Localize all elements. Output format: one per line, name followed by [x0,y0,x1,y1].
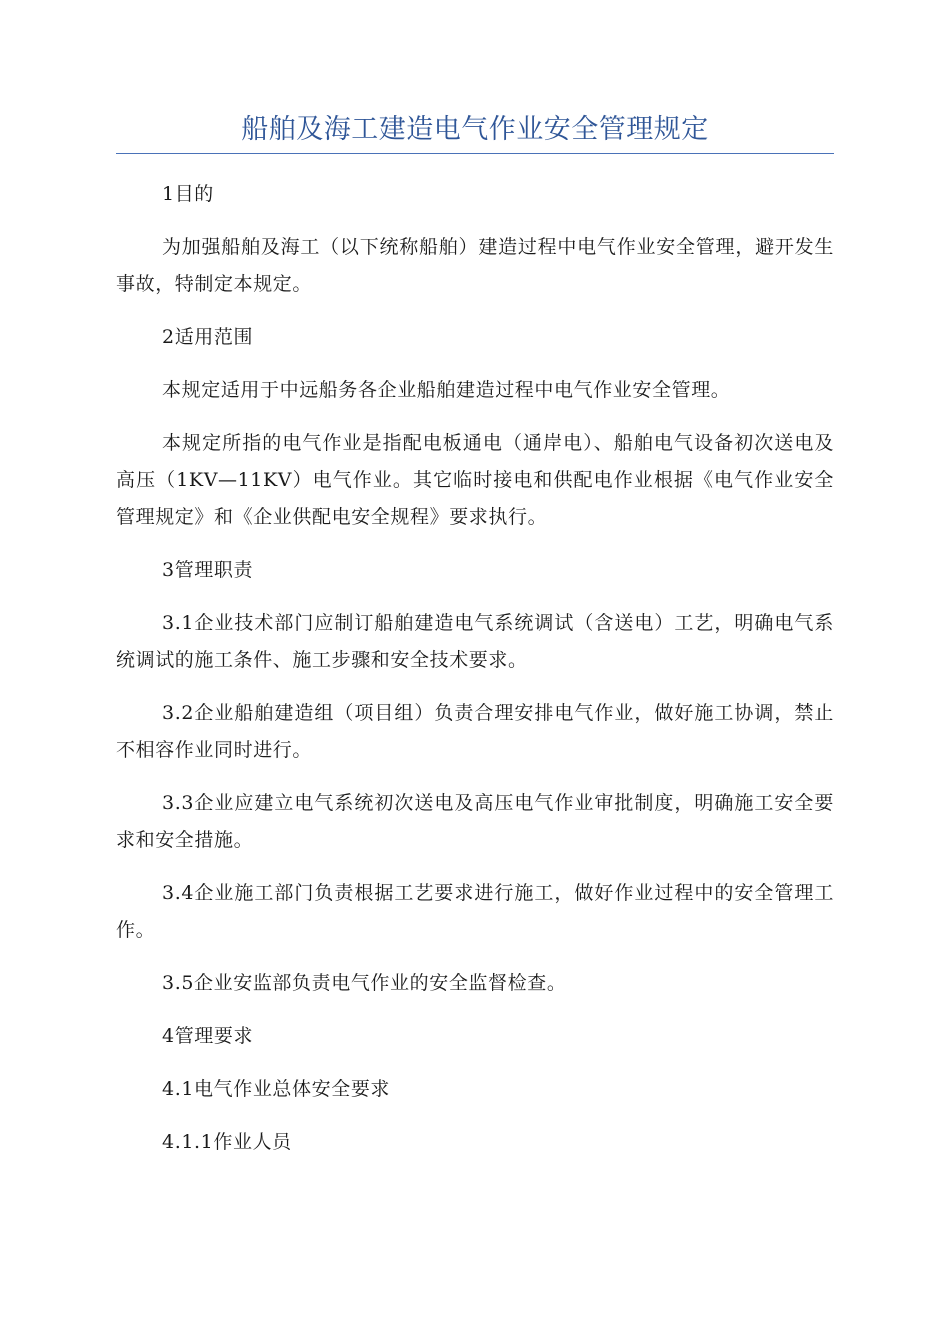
subsection-heading-4-1-1: 4.1.1作业人员 [162,1131,292,1153]
paragraph-3-4: 3.4企业施工部门负责根据工艺要求进行施工，做好作业过程中的安全管理工作。 [116,882,834,941]
section-heading-responsibilities: 3管理职责 [162,559,254,581]
document-body [116,176,834,1177]
paragraph-scope-1: 本规定适用于中远船务各企业船舶建造过程中电气作业安全管理。 [162,379,731,401]
section-heading-scope: 2适用范围 [162,326,254,348]
section-heading-requirements: 4管理要求 [162,1025,254,1047]
paragraph-3-3: 3.3企业应建立电气系统初次送电及高压电气作业审批制度，明确施工安全要求和安全措施。 [116,792,834,851]
paragraph-purpose: 为加强船舶及海工（以下统称船舶）建造过程中电气作业安全管理，避开发生事故，特制定本规定。 [116,236,834,295]
title-underline [116,153,834,154]
subsection-heading-4-1: 4.1电气作业总体安全要求 [162,1078,391,1100]
paragraph-3-2: 3.2企业船舶建造组（项目组）负责合理安排电气作业，做好施工协调，禁止不相容作业同时进行。 [116,702,834,761]
paragraph-3-5: 3.5企业安监部负责电气作业的安全监督检查。 [162,972,567,994]
paragraph-3-1: 3.1企业技术部门应制订船舶建造电气系统调试（含送电）工艺，明确电气系统调试的施工条件、施工步骤和安全技术要求。 [116,612,834,671]
section-heading-purpose: 1目的 [162,183,214,205]
paragraph-scope-2: 本规定所指的电气作业是指配电板通电（通岸电）、船舶电气设备初次送电及高压（1KV—11KV）电气作业。其它临时接电和供配电作业根据《电气作业安全管理规定》和《企业供配电安全规程》要求执行。 [116,432,834,528]
document-title: 船舶及海工建造电气作业安全管理规定 [241,114,709,145]
